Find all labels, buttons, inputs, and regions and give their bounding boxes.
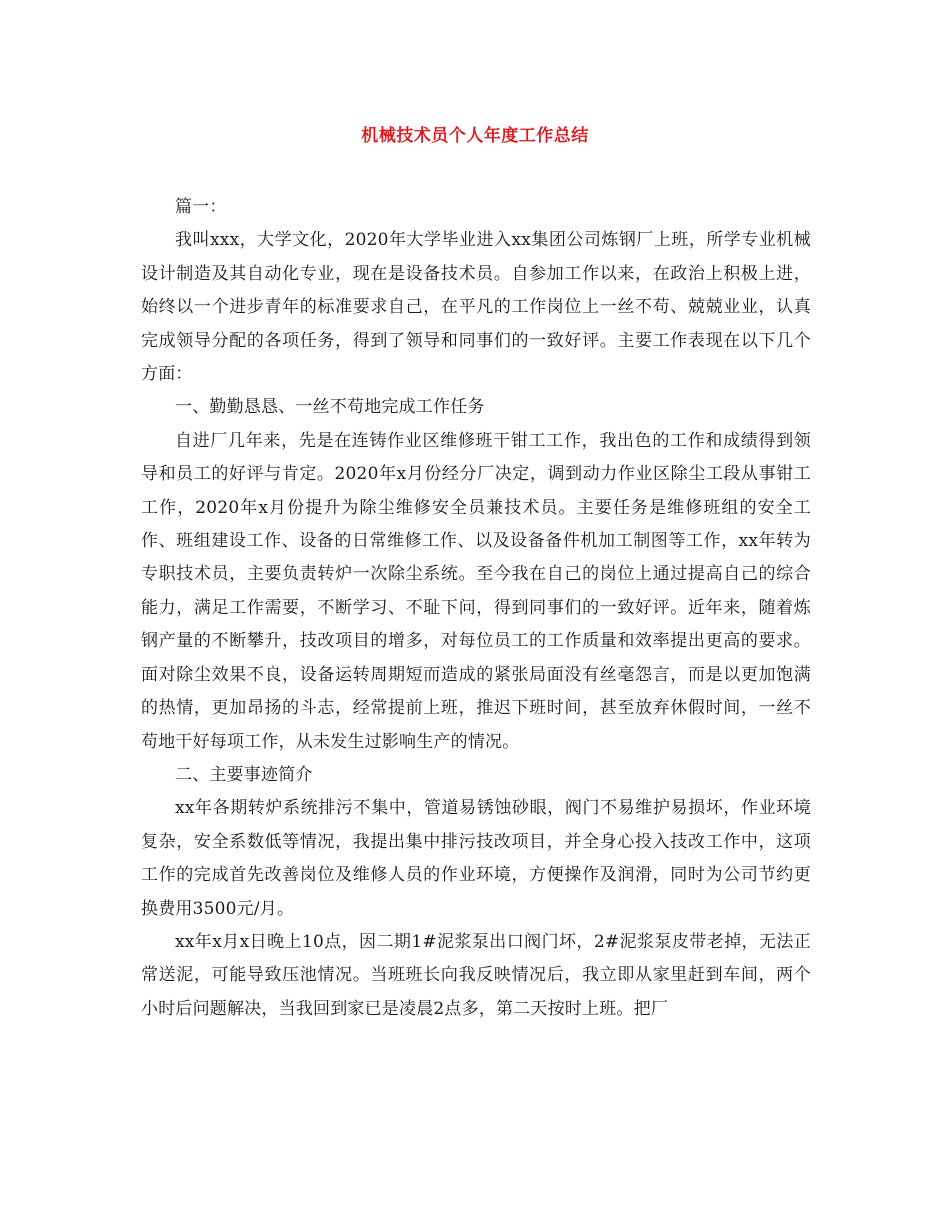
paragraph-introduction: 我叫xxx，大学文化，2020年大学毕业进入xx集团公司炼钢厂上班，所学专业机械设计制造及其自动化专业，现在是设备技术员。自参加工作以来，在政治上积极上进，始终以一个进步青年的标准要求自己，在平凡的工作岗位上一丝不苟、兢兢业业，认真完成领导分配的各项任务，得到了领导和同事们的一致好评。主要工作表现在以下几个方面： bbox=[141, 230, 811, 385]
paragraph-work-history: 自进厂几年来，先是在连铸作业区维修班干钳工工作，我出色的工作和成绩得到领导和员工的好评与肯定。2020年x月份经分厂决定，调到动力作业区除尘工段从事钳工工作，2020年x月份提升为除尘维修安全员兼技术员。主要任务是维修班组的安全工作、班组建设工作、设备的日常维修工作、以及设备备件机加工制图等工作，xx年转为专职技术员，主要负责转炉一次除尘系统。至今我在自己的岗位上通过提高自己的综合能力，满足工作需要，不断学习、不耻下问，得到同事们的一致好评。近年来，随着炼钢产量的不断攀升，技改项目的增多，对每位员工的工作质量和效率提出更高的要求。面对除尘效果不良，设备运转周期短而造成的紧张局面没有丝毫怨言，而是以更加饱满的热情，更加昂扬的斗志，经常提前上班，推迟下班时间，甚至放弃休假时间，一丝不苟地干好每项工作，从未发生过影响生产的情况。 bbox=[141, 430, 811, 752]
document-body bbox=[141, 191, 811, 1026]
section-label-part-one: 篇一： bbox=[175, 197, 227, 217]
section-heading-1: 一、勤勤恳恳、一丝不苟地完成工作任务 bbox=[175, 397, 485, 418]
paragraph-drainage-project: xx年各期转炉系统排污不集中，管道易锈蚀砂眼，阀门不易维护易损坏，作业环境复杂，安全系数低等情况，我提出集中排污技改项目，并全身心投入技改工作中，这项工作的完成首先改善岗位及维修人员的作业环境，方便操作及润滑，同时为公司节约更换费用3500元/月。 bbox=[141, 798, 811, 919]
paragraph-night-repair: xx年x月x日晚上10点，因二期1#泥浆泵出口阀门坏，2#泥浆泵皮带老掉，无法正常送泥，可能导致压池情况。当班班长向我反映情况后，我立即从家里赶到车间，两个小时后问题解决，当我回到家已是凌晨2点多，第二天按时上班。把厂 bbox=[141, 931, 811, 1019]
section-heading-2: 二、主要事迹简介 bbox=[175, 764, 313, 785]
document-title: 机械技术员个人年度工作总结 bbox=[361, 126, 589, 146]
